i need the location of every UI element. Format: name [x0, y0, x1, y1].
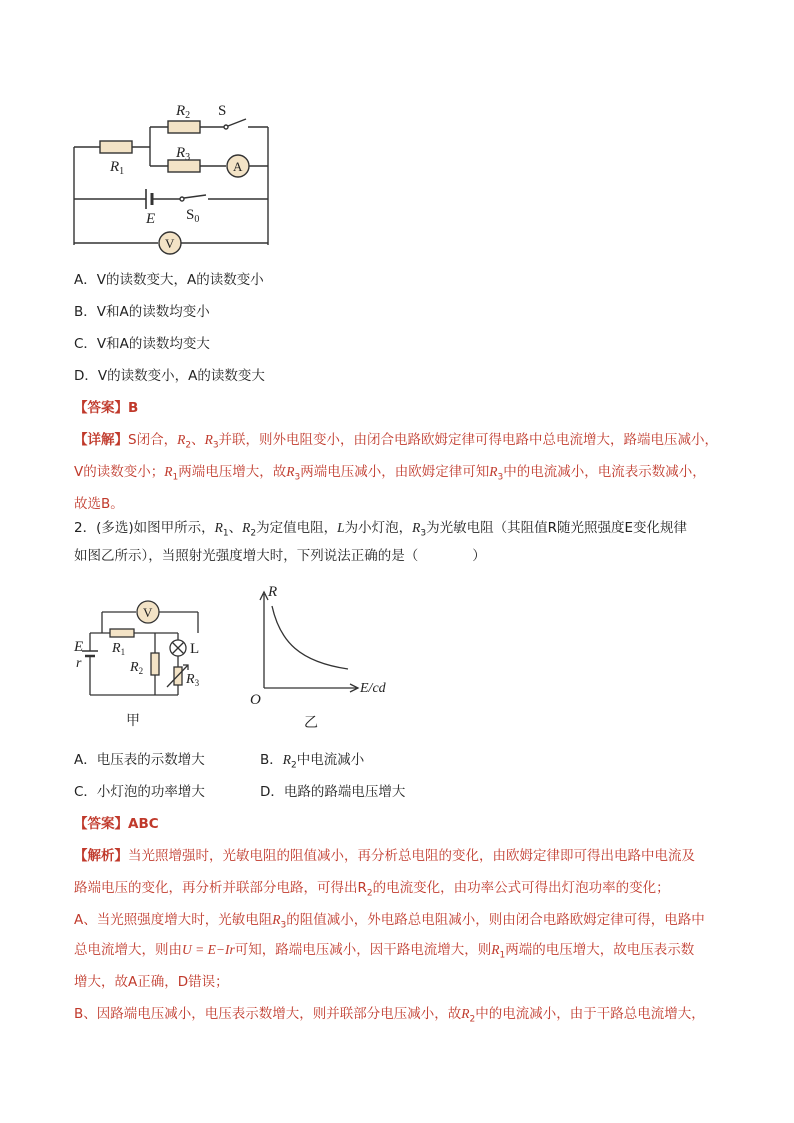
circuit-diagram-1: [60, 95, 290, 255]
jia-e-label: E: [74, 639, 84, 655]
emf-e-label: E: [146, 211, 156, 227]
jia-voltmeter-label: V: [143, 605, 153, 620]
switch-s0-label: $S_0$: [186, 207, 200, 225]
r1-label: $R_1$: [110, 159, 125, 177]
q2-option-c: C．小灯泡的功率增大: [74, 784, 205, 800]
ammeter-label: A: [233, 159, 243, 174]
jia-r2-label: $R_2$: [130, 660, 144, 676]
circuit-diagram-jia: [70, 595, 220, 735]
q1-option-c: C．V和A的读数均变大: [74, 336, 210, 352]
q2-option-d: D．电路的路端电压增大: [260, 784, 406, 800]
yi-y-axis-label: R: [268, 584, 278, 600]
q1-option-d: D．V的读数变小，A的读数变大: [74, 368, 265, 384]
q2-stem-line-2: 如图乙所示），当照射光强度增大时，下列说法正确的是（ ）: [74, 548, 486, 564]
jia-r1-label: $R_1$: [112, 641, 126, 657]
ohm-formula: U = E−Ir: [182, 942, 235, 957]
q2-analysis-line-6: B、因路端电压减小，电压表示数增大，则并联部分电压减小，故$R_2$中的电流减小，由于干路总电流增大，: [74, 1006, 705, 1025]
q2-stem-line-1: 2．(多选)如图甲所示，$R_1$、$R_2$为定值电阻，L为小灯泡，$R_3$为光敏电阻（其阻值R随光照强度E变化规律: [74, 520, 688, 539]
q2-analysis-line-2: 路端电压的变化，再分析并联部分电路，可得出$R_2$的电流变化，由功率公式可得出灯泡功率的变化；: [74, 880, 670, 899]
r2-label: $R_2$: [176, 103, 191, 121]
r3-label: $R_3$: [176, 145, 191, 163]
q1-option-a: A．V的读数变大，A的读数变小: [74, 272, 264, 288]
q2-analysis-line-4: 总电流增大，则由U = E−Ir可知，路端电压减小，因干路电流增大，则$R_1$两端的电压增大，故电压表示数: [74, 942, 695, 961]
voltmeter-label: V: [165, 236, 175, 251]
q1-answer: 【答案】B: [74, 400, 139, 416]
q1-detail-line-2: V的读数变小；$R_1$两端电压增大，故$R_3$两端电压减小，由欧姆定律可知$R_3$中的电流减小，电流表示数减小，: [74, 464, 706, 483]
yi-origin-label: O: [250, 692, 261, 708]
q1-detail-line-3: 故选B。: [74, 496, 124, 512]
jia-caption: 甲: [126, 714, 140, 729]
jia-r-label: r: [76, 656, 82, 671]
yi-caption: 乙: [304, 716, 318, 731]
q1-detail-line-1: 【详解】S闭合，$R_2$、$R_3$并联，则外电阻变小，由闭合电路欧姆定律可得电路中总电流增大，路端电压减小，: [74, 432, 719, 451]
q2-option-a: A．电压表的示数增大: [74, 752, 205, 768]
switch-s-label: S: [218, 103, 227, 119]
yi-x-axis-label: E/cd: [360, 681, 386, 696]
q2-option-b: B．$R_2$中电流减小: [260, 752, 365, 771]
graph-yi: [240, 580, 400, 735]
jia-lamp-label: L: [190, 641, 200, 657]
q2-analysis-line-1: 【解析】当光照增强时，光敏电阻的阻值减小，再分析总电阻的变化，由欧姆定律即可得出电路中电流及: [74, 848, 695, 864]
q1-option-b: B．V和A的读数均变小: [74, 304, 210, 320]
jia-r3-label: $R_3$: [186, 672, 200, 688]
q2-analysis-line-3: A、当光照强度增大时，光敏电阻$R_3$的阻值减小，外电路总电阻减小，则由闭合电路欧姆定律可得，电路中: [74, 912, 705, 931]
q2-answer: 【答案】ABC: [74, 816, 159, 832]
q2-analysis-line-5: 增大，故A正确，D错误；: [74, 974, 229, 990]
